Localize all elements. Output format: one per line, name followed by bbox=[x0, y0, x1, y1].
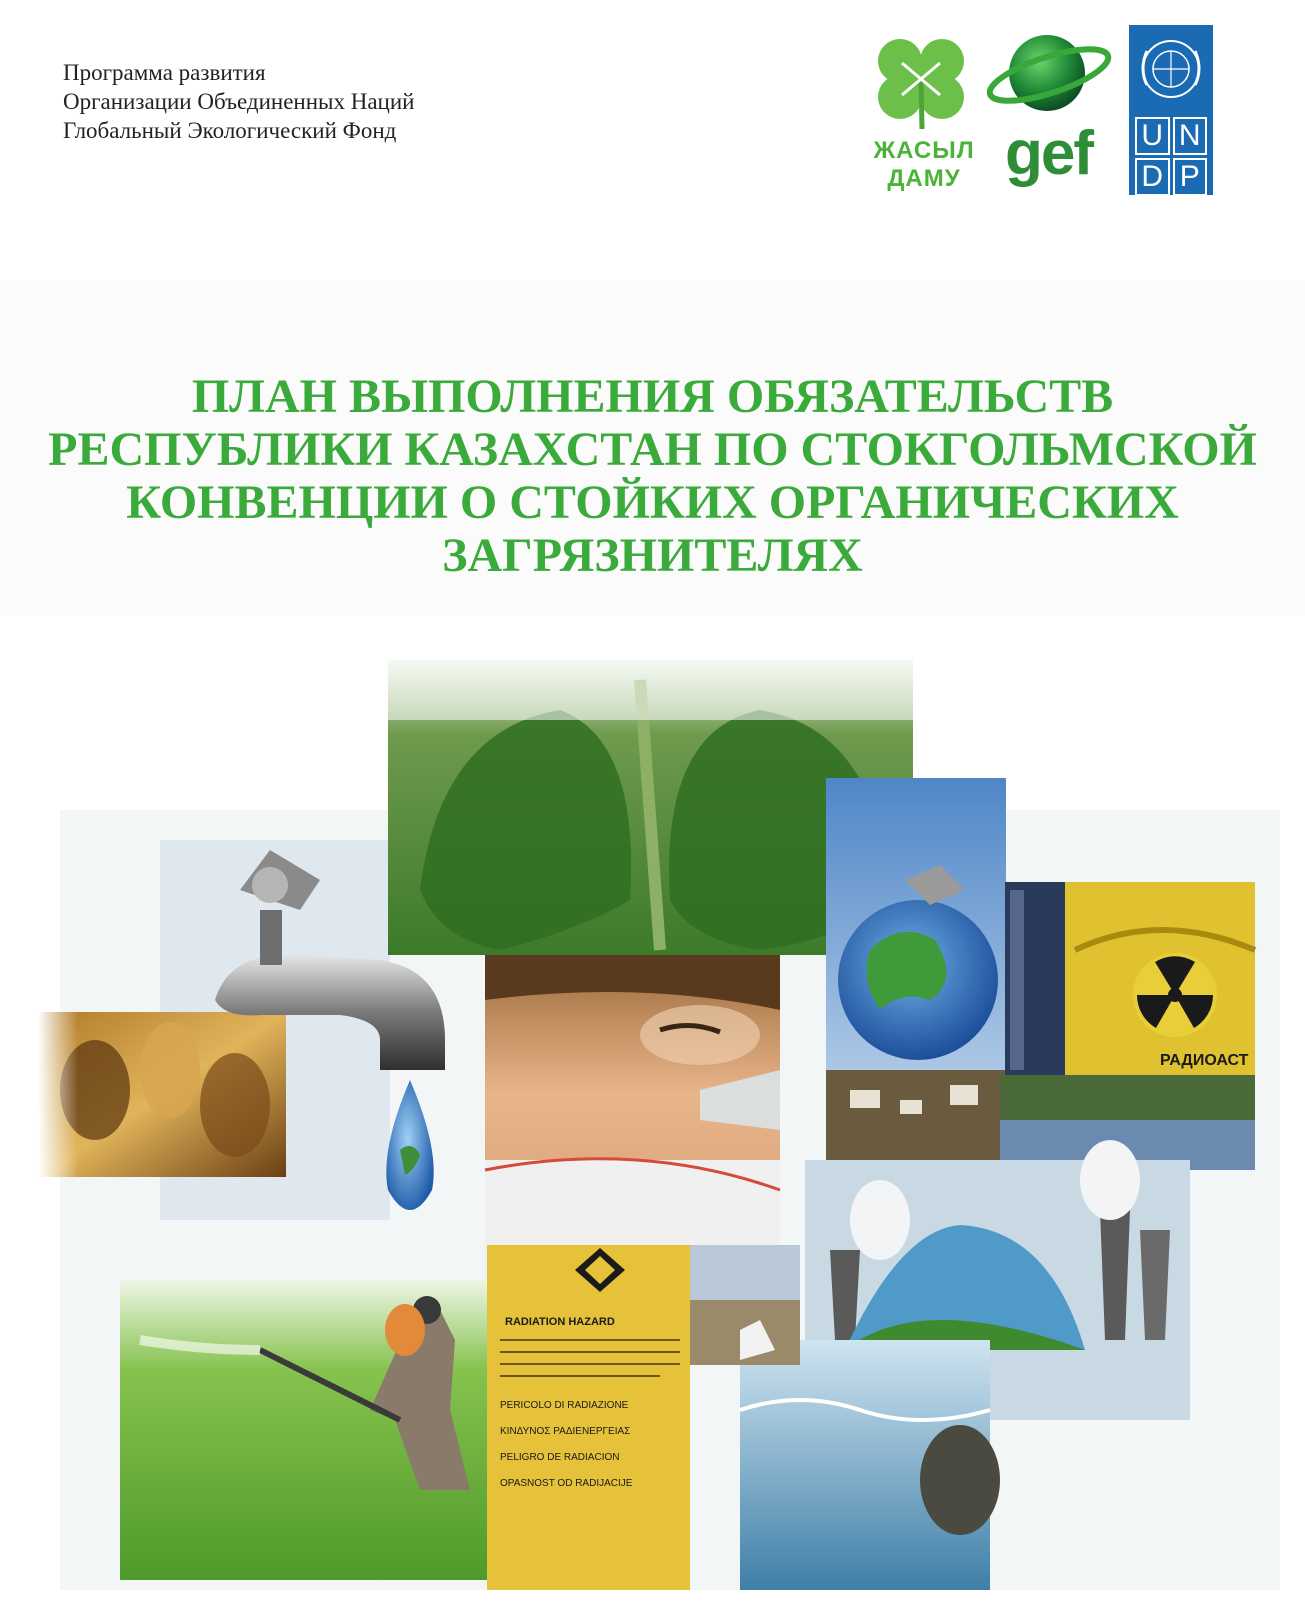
globe-ring-icon bbox=[987, 25, 1122, 125]
clover-icon bbox=[862, 25, 987, 135]
gef-wordmark: gef bbox=[1005, 119, 1092, 188]
sign-line-3: PELIGRO DE RADIACION bbox=[500, 1452, 620, 1463]
organization-text bbox=[63, 58, 414, 145]
barrel-label: РАДИОАСТ bbox=[1160, 1052, 1249, 1069]
sign-line-1: PERICOLO DI RADIAZIONE bbox=[500, 1400, 629, 1411]
sign-heading: RADIATION HAZARD bbox=[505, 1316, 615, 1328]
partner-logos bbox=[862, 25, 1242, 200]
title-line-1: ПЛАН ВЫПОЛНЕНИЯ ОБЯЗАТЕЛЬСТВ bbox=[191, 370, 1114, 423]
sea-photo bbox=[740, 1340, 1000, 1590]
undp-letter-p: P bbox=[1173, 158, 1208, 196]
sign-line-4: OPASNOST OD RADIJACIJE bbox=[500, 1478, 633, 1489]
un-emblem-icon bbox=[1129, 25, 1213, 113]
pipe-photo bbox=[1005, 882, 1067, 1077]
sign-line-2: ΚΙΝΔΥΝΟΣ ΡΑΔΙΕΝΕΡΓΕΙΑΣ bbox=[500, 1426, 631, 1437]
field-sprayer-photo bbox=[120, 1280, 500, 1580]
radiation-sign-photo bbox=[487, 1245, 690, 1590]
zhasyl-damu-logo bbox=[862, 25, 987, 200]
org-line-2: Организации Объединенных Наций bbox=[63, 89, 415, 114]
zhasyl-line-2: ДАМУ bbox=[887, 165, 961, 192]
collage-svg bbox=[0, 650, 1305, 1600]
org-line-1: Программа развития bbox=[63, 60, 266, 85]
undp-letters bbox=[1135, 117, 1207, 193]
title-line-3: КОНВЕНЦИИ О СТОЙКИХ ОРГАНИЧЕСКИХ bbox=[126, 476, 1179, 529]
undp-letter-u: U bbox=[1135, 117, 1170, 155]
undp-letter-n: N bbox=[1173, 117, 1208, 155]
zhasyl-damu-text bbox=[854, 137, 994, 193]
zhasyl-line-1: ЖАСЫЛ bbox=[873, 137, 975, 164]
title-line-4: ЗАГРЯЗНИТЕЛЯХ bbox=[442, 529, 863, 582]
gef-logo bbox=[987, 25, 1122, 200]
landscape-photo bbox=[690, 1245, 800, 1365]
photo-collage bbox=[0, 650, 1305, 1600]
undp-letter-d: D bbox=[1135, 158, 1170, 196]
rusty-barrels-photo bbox=[38, 1012, 286, 1177]
radioactive-barrel-photo bbox=[1065, 882, 1255, 1082]
undp-logo bbox=[1129, 25, 1213, 195]
document-title bbox=[0, 370, 1305, 582]
title-line-2: РЕСПУБЛИКИ КАЗАХСТАН ПО СТОКГОЛЬМСКОЙ bbox=[48, 423, 1257, 476]
org-line-3: Глобальный Экологический Фонд bbox=[63, 118, 397, 143]
